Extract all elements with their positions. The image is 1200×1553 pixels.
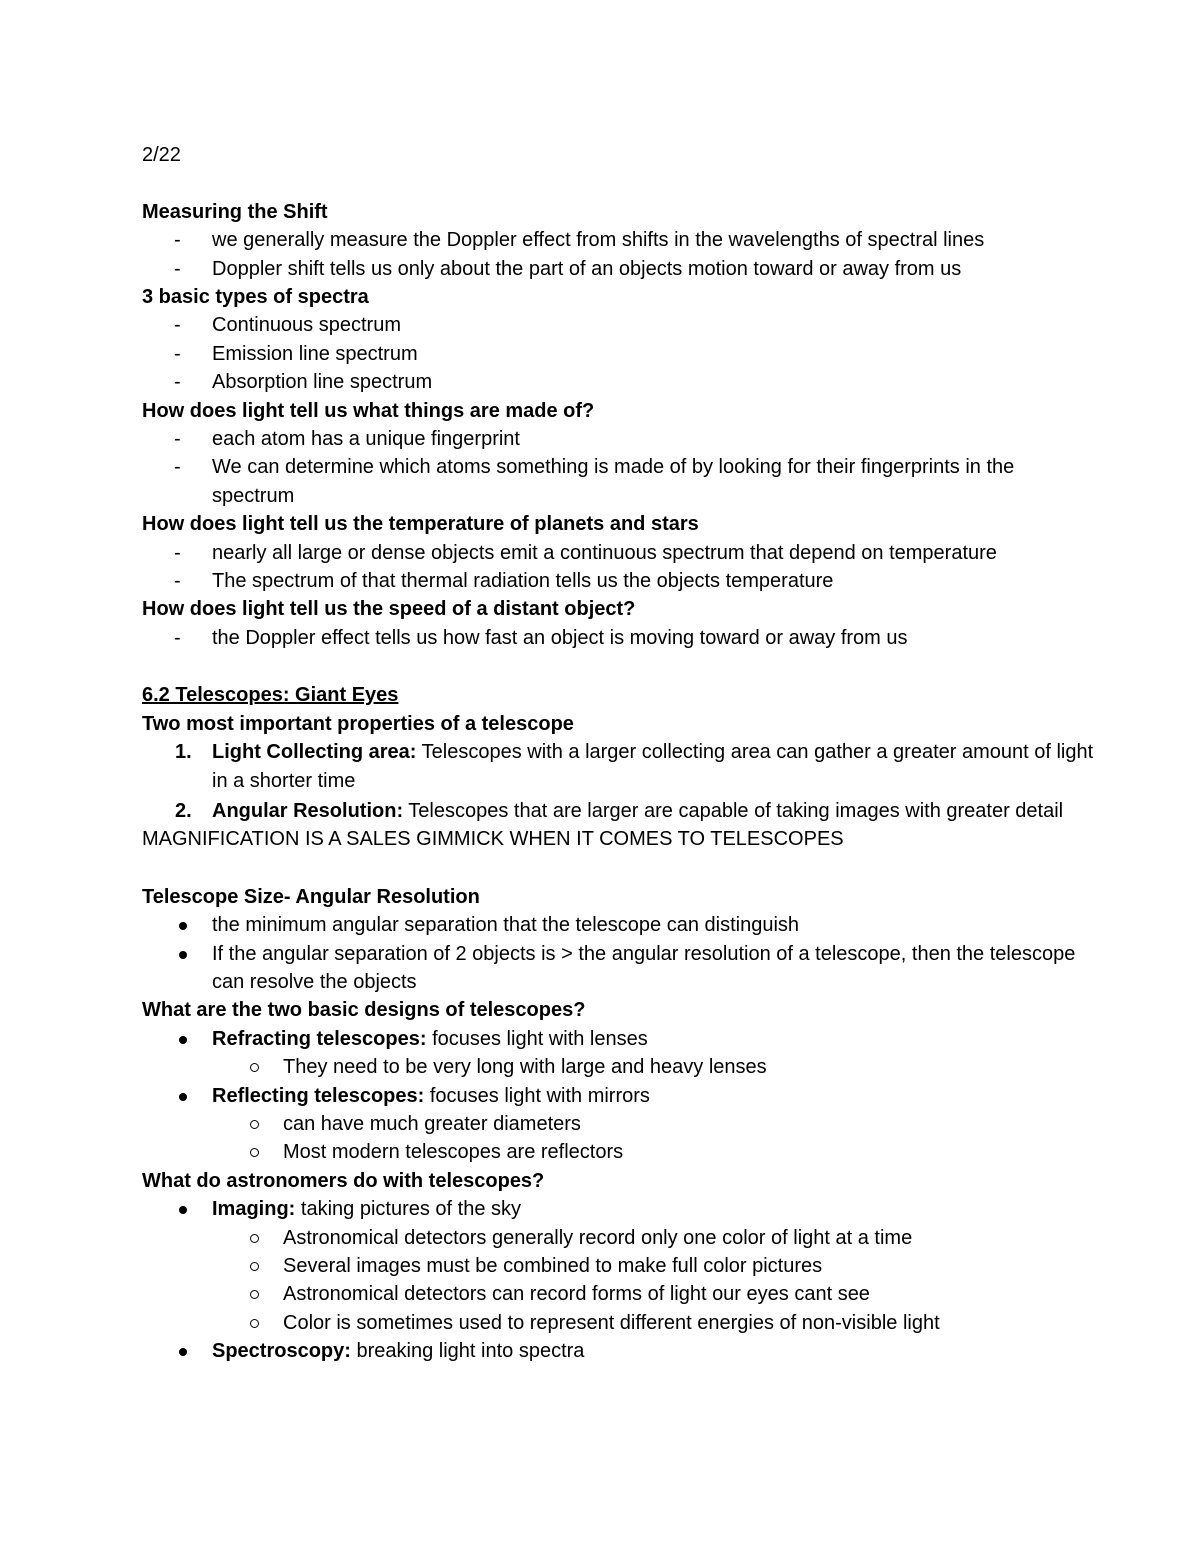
item-text: focuses light with mirrors bbox=[424, 1084, 650, 1107]
list-item: - Emission line spectrum bbox=[142, 340, 1102, 368]
heading-temperature: How does light tell us the temperature of planets and stars bbox=[142, 513, 699, 536]
spacer bbox=[142, 169, 1102, 197]
sub-bullet-item: Color is sometimes used to represent different energies of non-visible light bbox=[142, 1309, 1102, 1337]
bullet-item bbox=[142, 1025, 1102, 1053]
heading-measuring-shift: Measuring the Shift bbox=[142, 200, 328, 223]
list-item: - Doppler shift tells us only about the part of an objects motion toward or away from us bbox=[142, 255, 1102, 283]
item-term: Imaging: bbox=[212, 1198, 296, 1221]
spacer bbox=[142, 854, 1102, 883]
item-text: Telescopes that are larger are capable of taking images with greater detail bbox=[403, 799, 1064, 822]
sub-bullet-item: Several images must be combined to make full color pictures bbox=[142, 1252, 1102, 1280]
list-item: - The spectrum of that thermal radiation tells us the objects temperature bbox=[142, 567, 1102, 595]
item-term: Angular Resolution: bbox=[212, 799, 404, 822]
magnification-note: MAGNIFICATION IS A SALES GIMMICK WHEN IT COMES TO TELESCOPES bbox=[142, 828, 844, 851]
section-title-telescopes: 6.2 Telescopes: Giant Eyes bbox=[142, 684, 399, 707]
heading-designs: What are the two basic designs of telescopes? bbox=[142, 999, 586, 1022]
heading-properties: Two most important properties of a telescope bbox=[142, 712, 574, 735]
item-term: Light Collecting area: bbox=[212, 741, 417, 764]
list-item: - Continuous spectrum bbox=[142, 311, 1102, 339]
list-item: - nearly all large or dense objects emit a continuous spectrum that depend on temperature bbox=[142, 539, 1102, 567]
item-text: breaking light into spectra bbox=[350, 1340, 585, 1363]
sub-bullet-item: Most modern telescopes are reflectors bbox=[142, 1138, 1102, 1166]
item-text: taking pictures of the sky bbox=[295, 1198, 522, 1221]
item-text: Telescopes with a larger collecting area can gather a greater amount of light in a shorter time bbox=[212, 741, 1094, 792]
item-text: focuses light with lenses bbox=[426, 1027, 648, 1050]
list-item: - each atom has a unique fingerprint bbox=[142, 425, 1102, 453]
numbered-item bbox=[142, 738, 1102, 795]
bullet-item: If the angular separation of 2 objects is > the angular resolution of a telescope, then the telescope can resolve the objects bbox=[142, 940, 1102, 997]
date-label: 2/22 bbox=[142, 144, 181, 166]
list-item: - We can determine which atoms something is made of by looking for their fingerprints in the spectrum bbox=[142, 453, 1102, 510]
spacer bbox=[142, 652, 1102, 681]
heading-spectra-types: 3 basic types of spectra bbox=[142, 286, 369, 309]
bullet-item bbox=[142, 1082, 1102, 1110]
heading-uses: What do astronomers do with telescopes? bbox=[142, 1169, 545, 1192]
sub-bullet-item: They need to be very long with large and heavy lenses bbox=[142, 1053, 1102, 1081]
list-item: - Absorption line spectrum bbox=[142, 368, 1102, 396]
sub-bullet-item: Astronomical detectors generally record only one color of light at a time bbox=[142, 1224, 1102, 1252]
bullet-item bbox=[142, 1195, 1102, 1223]
document-page bbox=[142, 141, 1102, 1366]
sub-bullet-item: can have much greater diameters bbox=[142, 1110, 1102, 1138]
heading-telescope-size: Telescope Size- Angular Resolution bbox=[142, 885, 480, 908]
item-number: 1. bbox=[175, 741, 192, 764]
heading-speed: How does light tell us the speed of a distant object? bbox=[142, 598, 636, 621]
heading-made-of: How does light tell us what things are made of? bbox=[142, 399, 595, 422]
item-term: Spectroscopy: bbox=[212, 1340, 351, 1363]
item-number: 2. bbox=[175, 799, 192, 822]
list-item: - we generally measure the Doppler effect from shifts in the wavelengths of spectral lines bbox=[142, 226, 1102, 254]
sub-bullet-item: Astronomical detectors can record forms of light our eyes cant see bbox=[142, 1280, 1102, 1308]
item-term: Reflecting telescopes: bbox=[212, 1084, 425, 1107]
list-item: - the Doppler effect tells us how fast an object is moving toward or away from us bbox=[142, 624, 1102, 652]
bullet-item: the minimum angular separation that the telescope can distinguish bbox=[142, 911, 1102, 939]
bullet-item bbox=[142, 1337, 1102, 1365]
numbered-item bbox=[142, 797, 1102, 825]
item-term: Refracting telescopes: bbox=[212, 1027, 427, 1050]
